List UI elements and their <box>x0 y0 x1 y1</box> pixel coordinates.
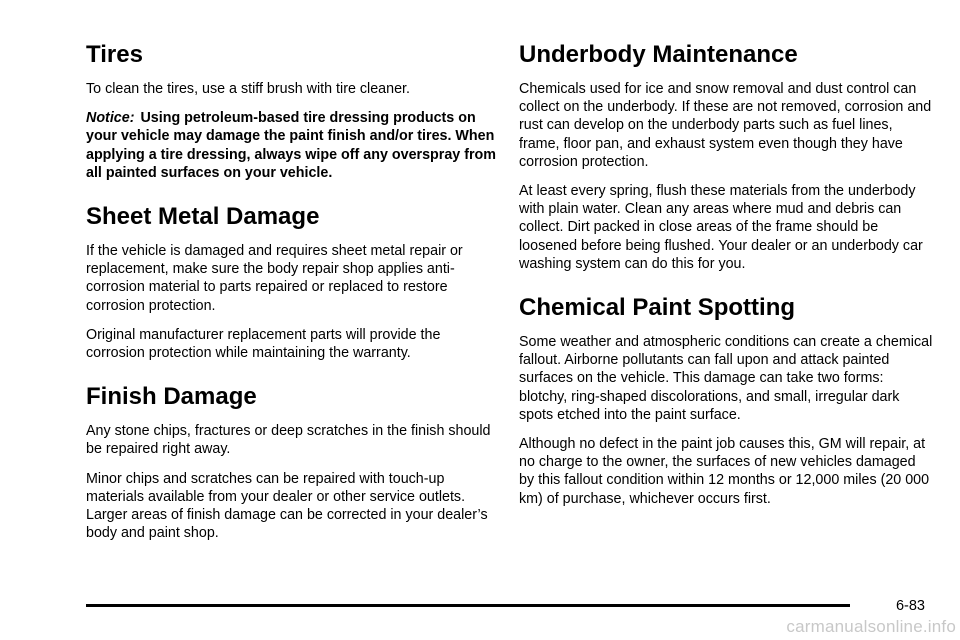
heading-sheet-metal-damage: Sheet Metal Damage <box>86 203 320 231</box>
chemical-paint-paragraph-1: Some weather and atmospheric conditions can create a chemical fallout. Airborne pollutants can fall upon and attack painted surfaces on the vehicle. This damage can take two forms: blotchy, ring-shaped discolorations, and small, irregular dark spots etched into the paint surface. <box>519 334 933 423</box>
footer-rule <box>86 604 850 607</box>
finish-damage-paragraph-1: Any stone chips, fractures or deep scratches in the finish should be repaired right away. <box>86 423 491 458</box>
section-tires <box>86 40 496 182</box>
watermark: carmanualsonline.info <box>786 617 956 636</box>
notice-label: Notice: <box>86 110 135 127</box>
section-underbody-maintenance <box>519 40 934 273</box>
finish-damage-paragraph-2: Minor chips and scratches can be repaired with touch-up materials available from your dealer or other service outlets. Larger areas of finish damage can be corrected in your dealer’s body and paint shop. <box>86 470 488 542</box>
section-sheet-metal-damage <box>86 202 496 362</box>
page-number: 6-83 <box>895 598 925 614</box>
sheet-metal-paragraph-2: Original manufacturer replacement parts will provide the corrosion protection while maintaining the warranty. <box>86 326 441 362</box>
underbody-paragraph-2: At least every spring, flush these materials from the underbody with plain water. Clean any areas where mud and debris can collect. Dirt packed in close areas of the frame should be loosened before being flushed. Your dealer or an underbody car washing system can do this for you. <box>519 183 923 272</box>
section-finish-damage <box>86 382 496 542</box>
chemical-paint-paragraph-2: Although no defect in the paint job causes this, GM will repair, at no charge to the owner, the surfaces of new vehicles damaged by this fallout condition within 12 months or 12,000 miles (20 000 km) of purchase, whichever occurs first. <box>519 436 930 507</box>
sheet-metal-paragraph-1: If the vehicle is damaged and requires sheet metal repair or replacement, make sure the body repair shop applies anti-corrosion material to parts repaired or replaced to restore corrosion protection. <box>86 243 463 314</box>
left-column <box>86 40 496 562</box>
notice-text: Using petroleum-based tire dressing products on your vehicle may damage the paint finish and/or tires. When applying a tire dressing, always wipe off any overspray from all painted surfaces on your vehicle. <box>86 110 496 181</box>
heading-finish-damage: Finish Damage <box>86 383 257 411</box>
heading-underbody-maintenance: Underbody Maintenance <box>519 41 798 68</box>
heading-tires: Tires <box>86 41 143 68</box>
section-chemical-paint-spotting <box>519 293 934 508</box>
tires-notice <box>86 109 496 182</box>
tires-paragraph-1: To clean the tires, use a stiff brush with tire cleaner. <box>86 81 410 97</box>
underbody-paragraph-1: Chemicals used for ice and snow removal and dust control can collect on the underbody. If these are not removed, corrosion and rust can develop on the underbody parts such as fuel lines, frame, floor pan, and exhaust system even though they have corrosion protection. <box>519 81 932 170</box>
right-column <box>519 40 934 528</box>
heading-chemical-paint-spotting: Chemical Paint Spotting <box>519 294 796 322</box>
